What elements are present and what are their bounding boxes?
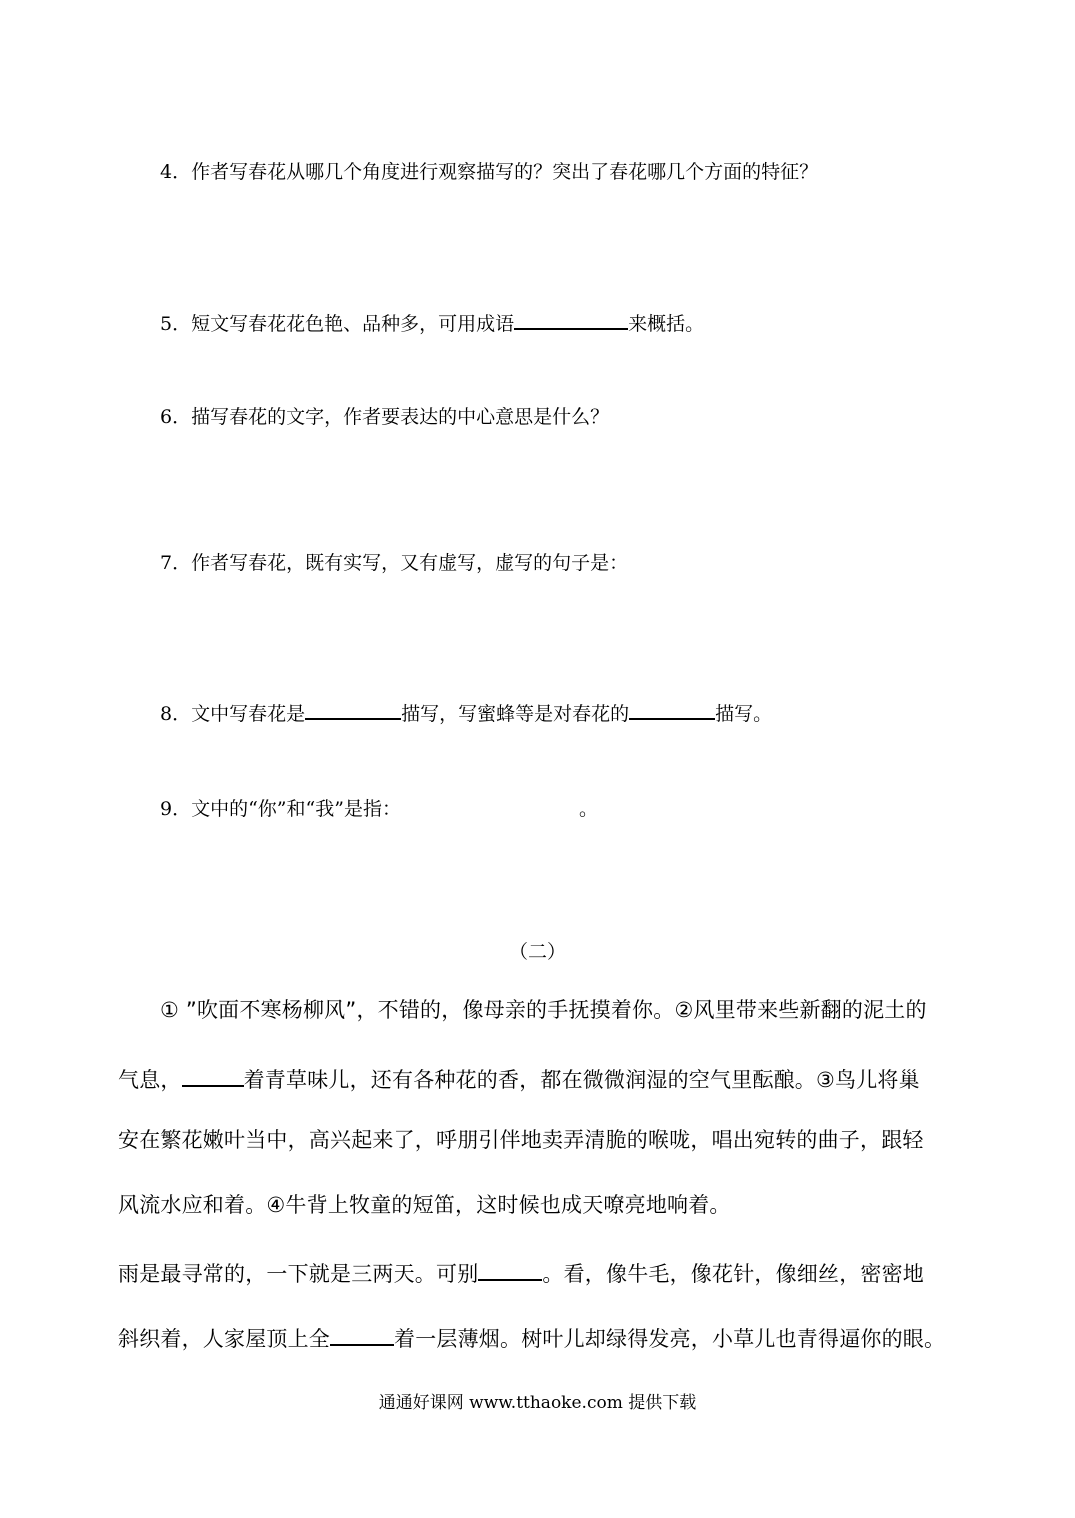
- passage-line-3-text: 安在繁花嫩叶当中，高兴起来了，呼朋引伴地卖弄清脆的喉咙，唱出宛转的曲子，跟轻: [118, 1128, 924, 1152]
- question-8-text-part3: 描写。: [715, 703, 773, 725]
- question-9-text-after: 。: [578, 798, 598, 820]
- passage-blank-2[interactable]: [478, 1257, 542, 1281]
- question-5-text-after: 来概括。: [628, 313, 705, 335]
- question-6-text: 6．描写春花的文字，作者要表达的中心意思是什么？: [160, 406, 610, 428]
- passage-line-2-text-before: 气息，: [118, 1068, 182, 1092]
- passage-line-1-text: ① ”吹面不寒杨柳风”，不错的，像母亲的手抚摸着你。②风里带来些新翻的泥土的: [160, 998, 927, 1022]
- question-9-text-before: 9．文中的“你”和“我”是指：: [160, 798, 401, 820]
- question-4: [160, 160, 818, 184]
- answer-blank-idiom[interactable]: [514, 308, 628, 330]
- question-7-text: 7．作者写春花，既有实写，又有虚写，虚写的句子是：: [160, 552, 629, 574]
- answer-blank-bees[interactable]: [629, 698, 715, 720]
- passage-line-5-text-before: 雨是最寻常的，一下就是三两天。可别: [118, 1262, 479, 1286]
- section-title: （二）: [508, 941, 566, 963]
- passage-line-2-text-after: 着青草味儿，还有各种花的香，都在微微润湿的空气里酝酿。③鸟儿将巢: [243, 1068, 920, 1092]
- footer: 通通好课网 www.tthaoke.com 提供下载: [378, 1393, 697, 1413]
- question-8: [160, 698, 772, 726]
- passage-blank-3[interactable]: [330, 1322, 394, 1346]
- answer-blank-spring-flowers[interactable]: [305, 698, 401, 720]
- passage-line-2: [118, 1063, 920, 1093]
- passage-line-6-text-after: 着一层薄烟。树叶儿却绿得发亮，小草儿也青得逼你的眼。: [394, 1327, 946, 1351]
- passage-line-3: [118, 1127, 924, 1153]
- passage-line-5-text-after: 。看，像牛毛，像花针，像细丝，密密地: [542, 1262, 925, 1286]
- passage-line-5: [118, 1257, 924, 1287]
- question-7: [160, 551, 628, 575]
- passage-blank-1[interactable]: [182, 1063, 244, 1087]
- passage-line-4-text: 风流水应和着。④牛背上牧童的短笛，这时候也成天嘹亮地响着。: [118, 1193, 731, 1217]
- question-5-text-before: 5．短文写春花花色艳、品种多，可用成语: [160, 313, 515, 335]
- passage-line-6-text-before: 斜织着，人家屋顶上全: [118, 1327, 330, 1351]
- passage-line-6: [118, 1322, 945, 1352]
- question-8-text-part2: 描写，写蜜蜂等是对春花的: [401, 703, 630, 725]
- question-9: [160, 797, 598, 821]
- passage-line-1: [160, 997, 927, 1023]
- question-5: [160, 308, 704, 336]
- question-8-text-part1: 8．文中写春花是: [160, 703, 306, 725]
- question-6: [160, 405, 609, 429]
- passage-line-4: [118, 1192, 731, 1218]
- question-4-text: 4．作者写春花从哪几个角度进行观察描写的？突出了春花哪几个方面的特征？: [160, 161, 819, 183]
